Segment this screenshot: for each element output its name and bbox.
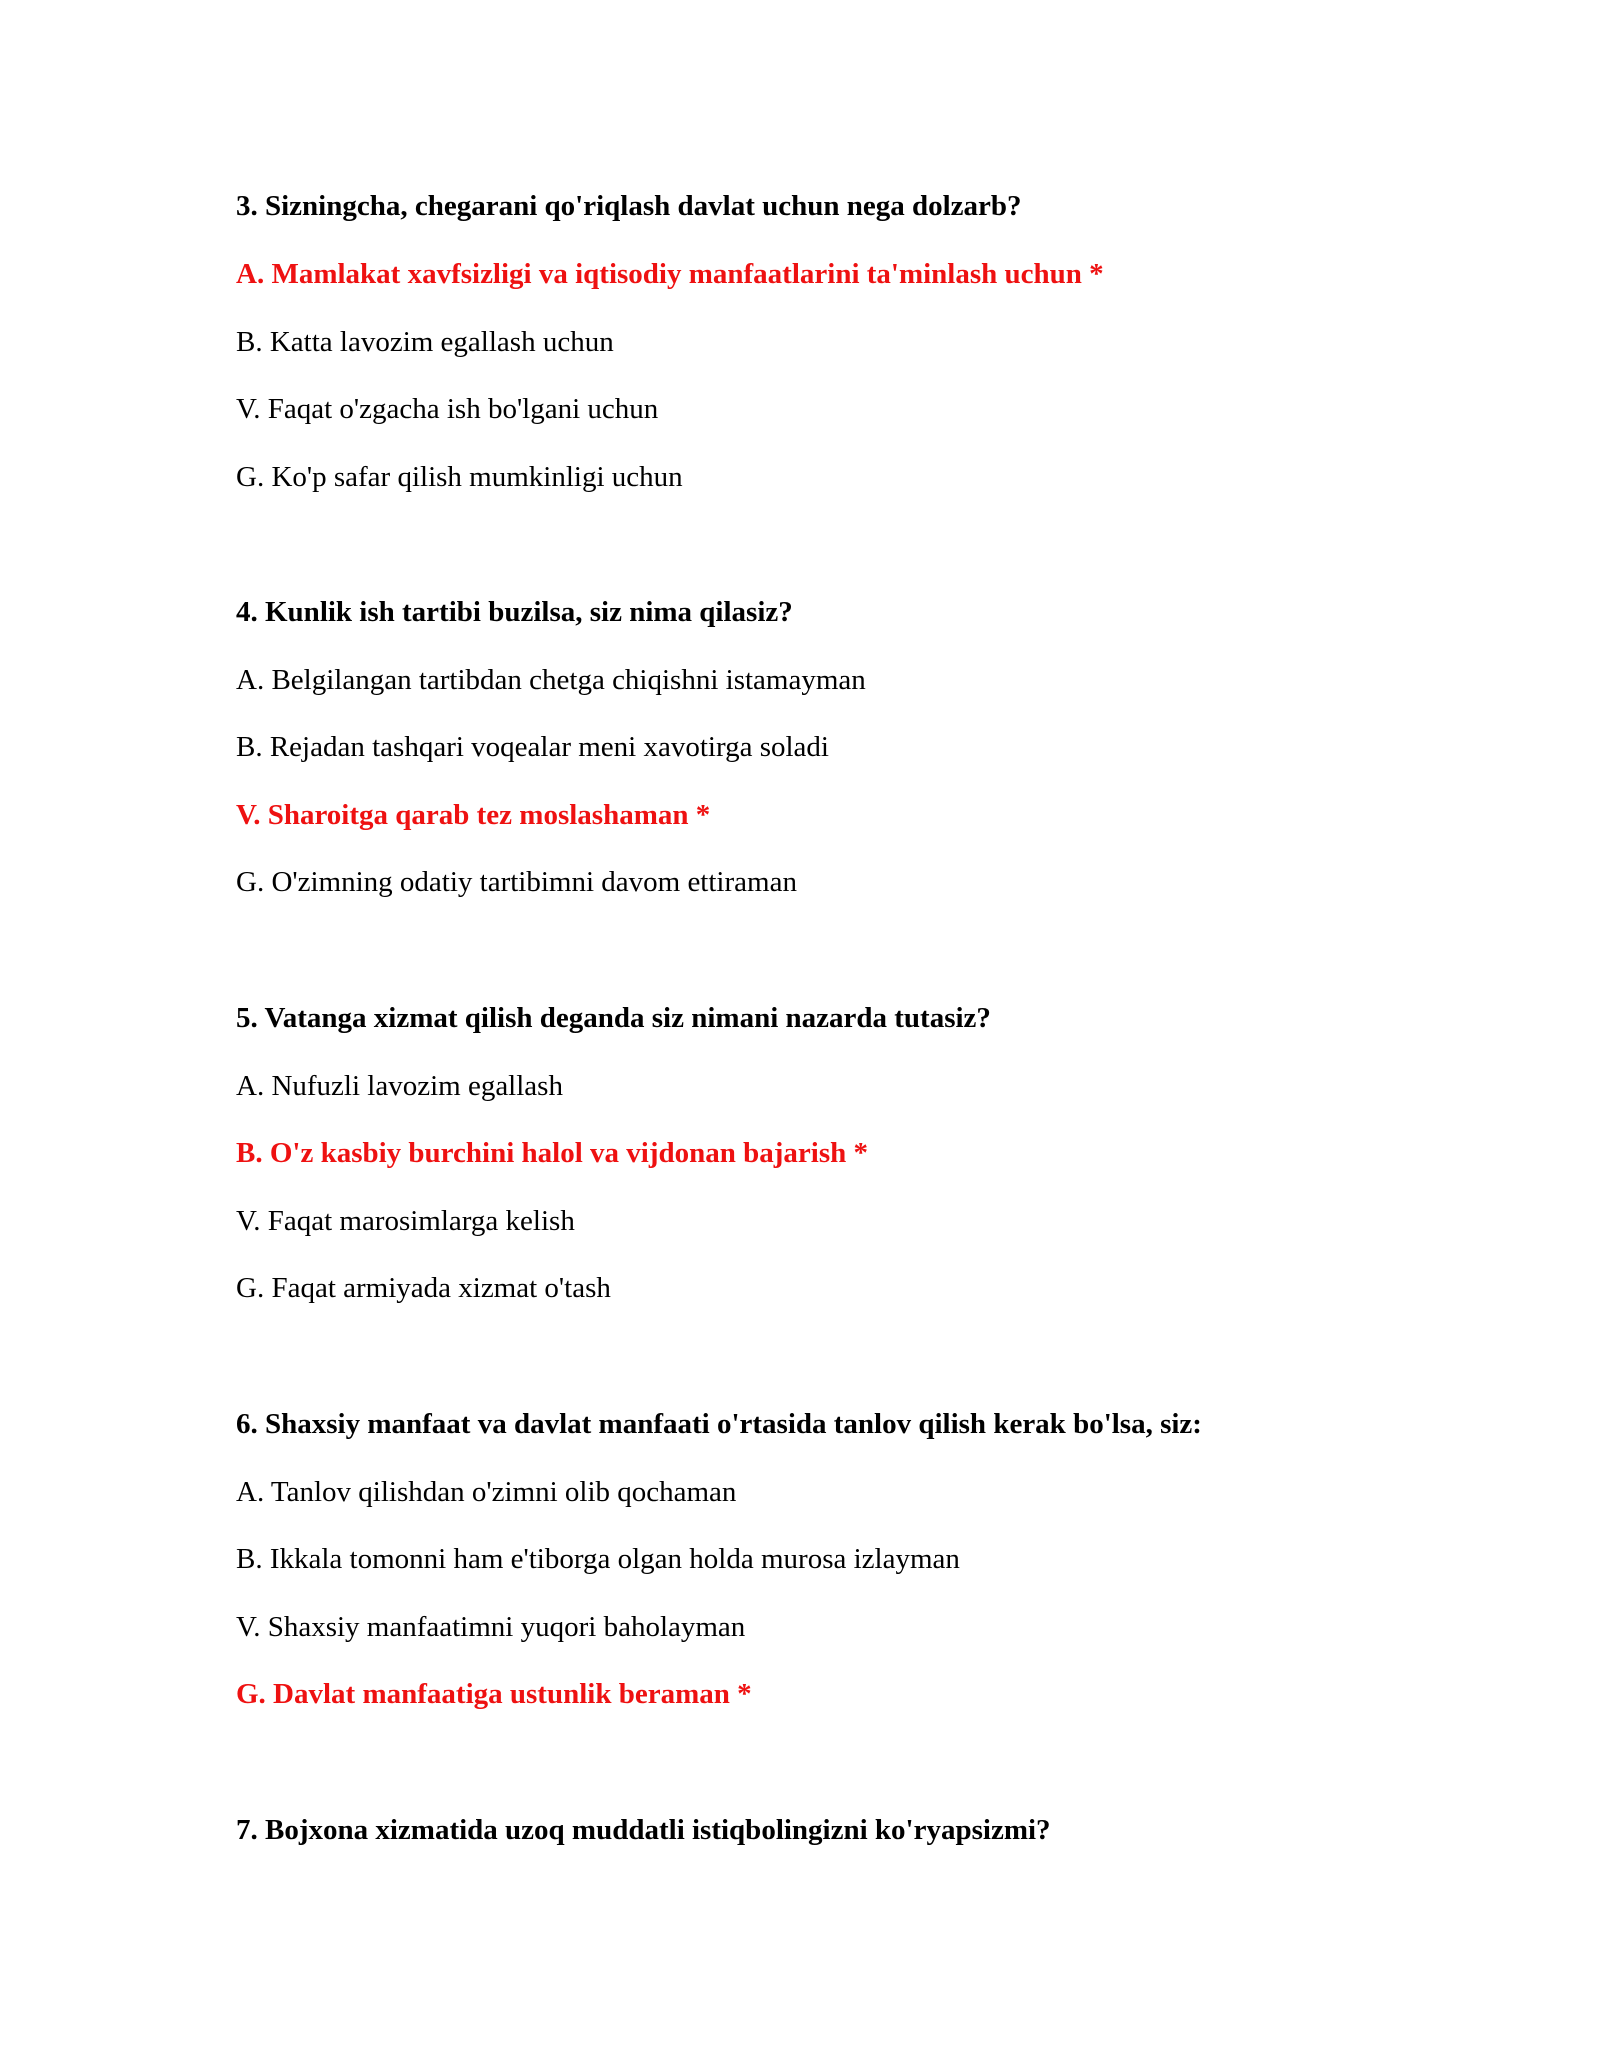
question-5-option-b: B. O'z kasbiy burchini halol va vijdonan bajarish *	[236, 1137, 868, 1169]
question-3-option-b: B. Katta lavozim egallash uchun	[236, 326, 614, 358]
question-3-option-v: V. Faqat o'zgacha ish bo'lgani uchun	[236, 393, 659, 425]
question-4-option-a: A. Belgilangan tartibdan chetga chiqishni istamayman	[236, 664, 866, 696]
question-5-option-v: V. Faqat marosimlarga kelish	[236, 1205, 575, 1237]
question-4-option-v: V. Sharoitga qarab tez moslashaman *	[236, 799, 711, 831]
question-6-text: 6. Shaxsiy manfaat va davlat manfaati o'rtasida tanlov qilish kerak bo'lsa, siz:	[236, 1408, 1202, 1440]
question-5-option-a: A. Nufuzli lavozim egallash	[236, 1070, 563, 1102]
question-6-option-g: G. Davlat manfaatiga ustunlik beraman *	[236, 1678, 752, 1710]
question-5-option-g: G. Faqat armiyada xizmat o'tash	[236, 1272, 611, 1304]
question-7-text: 7. Bojxona xizmatida uzoq muddatli istiqbolingizni ko'ryapsizmi?	[236, 1814, 1051, 1846]
question-6-option-v: V. Shaxsiy manfaatimni yuqori baholayman	[236, 1611, 746, 1643]
question-6-option-b: B. Ikkala tomonni ham e'tiborga olgan holda murosa izlayman	[236, 1543, 960, 1575]
question-3-option-g: G. Ko'p safar qilish mumkinligi uchun	[236, 461, 683, 493]
question-3-option-a: A. Mamlakat xavfsizligi va iqtisodiy manfaatlarini ta'minlash uchun *	[236, 258, 1104, 290]
question-4-option-g: G. O'zimning odatiy tartibimni davom ettiraman	[236, 866, 797, 898]
question-5-text: 5. Vatanga xizmat qilish deganda siz nimani nazarda tutasiz?	[236, 1002, 991, 1034]
question-4-option-b: B. Rejadan tashqari voqealar meni xavotirga soladi	[236, 731, 829, 763]
question-4-text: 4. Kunlik ish tartibi buzilsa, siz nima qilasiz?	[236, 596, 793, 628]
question-6-option-a: A. Tanlov qilishdan o'zimni olib qochaman	[236, 1476, 737, 1508]
question-3-text: 3. Sizningcha, chegarani qo'riqlash davlat uchun nega dolzarb?	[236, 190, 1022, 222]
